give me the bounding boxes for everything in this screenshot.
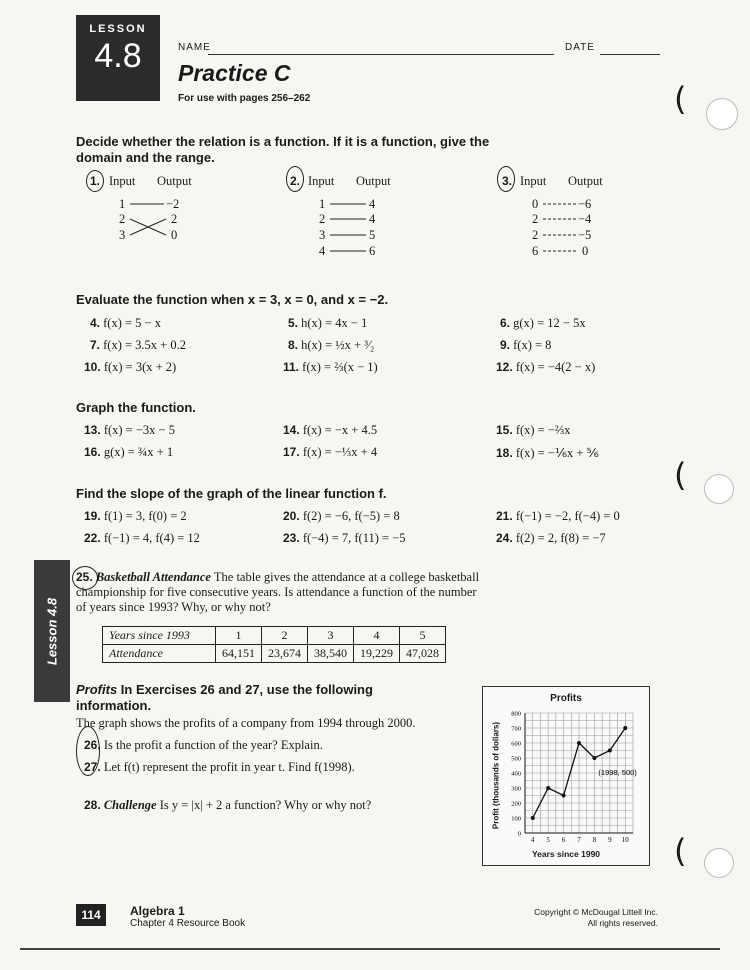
problem-25-title: Basketball Attendance — [95, 570, 211, 584]
function-expression: f(x) = −x + 4.5 — [302, 423, 378, 437]
problem-22 — [84, 531, 200, 546]
problem-23 — [283, 531, 406, 546]
problem-27-text: Let f(t) represent the profit in year t. Find f(1998). — [103, 760, 355, 774]
data-point — [608, 749, 612, 753]
chart-title: Profits — [550, 693, 582, 704]
x-tick-label: 9 — [608, 836, 612, 844]
problem-number: 14. — [283, 423, 300, 437]
book-subtitle: Chapter 4 Resource Book — [130, 918, 246, 929]
page-number: 114 — [76, 904, 106, 926]
profits-chart — [482, 686, 650, 866]
table-cell: 38,540 — [308, 645, 354, 663]
problem-11 — [283, 360, 378, 375]
relation-output: 4 — [369, 197, 376, 211]
data-point — [623, 726, 627, 730]
binder-mark-top: ( — [674, 80, 687, 118]
problem-number: 10. — [84, 360, 101, 374]
function-expression: f(x) = −⅔x — [515, 423, 571, 437]
problem-number: 23. — [283, 531, 300, 545]
y-tick-label: 700 — [511, 725, 521, 733]
input-header: Input — [109, 174, 136, 188]
data-point — [592, 756, 596, 760]
function-expression: h(x) = 4x − 1 — [301, 316, 368, 330]
data-point — [562, 794, 566, 798]
data-point — [546, 786, 550, 790]
function-expression: f(2) = −6, f(−5) = 8 — [302, 509, 400, 523]
problem-number: 11. — [283, 360, 300, 374]
binder-mark-middle: ( — [674, 456, 687, 494]
problem-6 — [500, 316, 586, 331]
problem-7 — [90, 338, 186, 353]
function-expression: f(−4) = 7, f(11) = −5 — [302, 531, 406, 545]
copyright: Copyright © McDougal Littell Inc. — [534, 907, 658, 917]
table-cell: 1 — [216, 627, 262, 645]
x-tick-label: 5 — [546, 836, 550, 844]
section3-instruction: Graph the function. — [76, 400, 196, 415]
problem-25-text — [76, 570, 486, 615]
problem-number: 15. — [496, 423, 513, 437]
date-label: DATE — [565, 42, 595, 53]
table-row-header: Attendance — [103, 645, 216, 663]
relation-input: 2 — [532, 212, 539, 226]
problem-number: 21. — [496, 509, 513, 523]
y-tick-label: 400 — [511, 770, 521, 778]
problem-number: 19. — [84, 509, 101, 523]
relation-input: 4 — [319, 244, 326, 258]
problem-number: 9. — [500, 338, 511, 352]
function-expression: g(x) = 12 − 5x — [513, 316, 586, 330]
relation-input: 2 — [532, 228, 539, 242]
relation-output: 6 — [369, 244, 376, 258]
name-label: NAME — [178, 42, 211, 53]
data-point — [531, 816, 535, 820]
profits-heading-italic: Profits — [76, 682, 118, 697]
problem-number: 25. — [76, 570, 93, 584]
binder-hole-middle — [704, 474, 734, 504]
page-title: Practice C — [178, 60, 291, 86]
problem-4 — [90, 316, 161, 331]
relation-input: 1 — [119, 197, 126, 211]
problem-number: 5. — [288, 316, 299, 330]
problem-number: 27. — [84, 760, 101, 774]
function-expression: f(2) = 2, f(8) = −7 — [515, 531, 606, 545]
problem-number: 2. — [290, 174, 301, 188]
problem-number: 18. — [496, 446, 513, 460]
problem-26 — [84, 738, 323, 753]
output-header: Output — [157, 174, 192, 188]
section4-instruction: Find the slope of the graph of the linear function f. — [76, 486, 387, 501]
page-subtitle: For use with pages 256–262 — [178, 93, 311, 104]
function-expression: g(x) = ¾x + 1 — [103, 445, 174, 459]
problem-number: 16. — [84, 445, 101, 459]
relation-output: 0 — [582, 244, 589, 258]
relation-input: 2 — [119, 212, 126, 226]
problem-number: 24. — [496, 531, 513, 545]
mapping-arrows-2 — [328, 196, 372, 258]
output-header: Output — [568, 174, 603, 188]
x-tick-label: 7 — [577, 836, 581, 844]
function-expression: f(1) = 3, f(0) = 2 — [103, 509, 187, 523]
lesson-side-tab-label: Lesson 4.8 — [44, 597, 60, 666]
binder-mark-bottom: ( — [674, 832, 687, 870]
chart-plot-area — [483, 687, 649, 865]
binder-hole-top — [706, 98, 738, 130]
function-expression: f(x) = 5 − x — [103, 316, 161, 330]
function-expression: h(x) = ½x + ³⁄₂ — [301, 338, 375, 352]
book-title: Algebra 1 — [130, 904, 185, 918]
table-cell: 2 — [262, 627, 308, 645]
table-row-header: Years since 1993 — [103, 627, 216, 645]
function-expression: f(−1) = −2, f(−4) = 0 — [515, 509, 620, 523]
x-tick-label: 6 — [561, 836, 566, 844]
input-header: Input — [308, 174, 335, 188]
problem-number: 4. — [90, 316, 101, 330]
binder-hole-bottom — [704, 848, 734, 878]
table-row — [103, 627, 446, 645]
y-tick-label: 500 — [511, 755, 521, 763]
relation-output: 2 — [171, 212, 178, 226]
chart-x-axis-label: Years since 1990 — [531, 849, 601, 859]
relation-output: −4 — [578, 212, 592, 226]
x-tick-label: 8 — [592, 836, 597, 844]
problem-25-body: The table gives the attendance at a college basketball championship for five consecutive years. Is attendance a function of the number of years since 1993? Why, or why not? — [76, 570, 480, 614]
rights-reserved: All rights reserved. — [587, 918, 658, 928]
y-tick-label: 800 — [511, 710, 521, 718]
mapping-arrows-3 — [541, 196, 581, 258]
challenge-label: Challenge — [103, 798, 157, 812]
table-cell: 5 — [400, 627, 446, 645]
function-expression: f(x) = −3x − 5 — [103, 423, 175, 437]
problem-number: 12. — [496, 360, 513, 374]
relation-input: 1 — [319, 197, 326, 211]
y-tick-label: 100 — [511, 815, 521, 823]
relation-input: 2 — [319, 212, 326, 226]
problem-12 — [496, 360, 595, 375]
chart-y-axis-label: Profit (thousands of dollars) — [491, 721, 501, 830]
attendance-table — [102, 626, 446, 663]
problem-28 — [84, 798, 371, 813]
relation-output: −5 — [578, 228, 592, 242]
function-expression: f(x) = 8 — [513, 338, 552, 352]
relation-input: 0 — [532, 197, 539, 211]
function-expression: f(−1) = 4, f(4) = 12 — [103, 531, 200, 545]
problem-number: 6. — [500, 316, 511, 330]
problem-number: 13. — [84, 423, 101, 437]
data-point — [577, 741, 581, 745]
table-cell: 19,229 — [354, 645, 400, 663]
table-cell: 47,028 — [400, 645, 446, 663]
chart-annotation: (1998, 500) — [598, 768, 637, 777]
problem-number: 3. — [502, 174, 513, 188]
problem-number: 7. — [90, 338, 101, 352]
x-tick-label: 4 — [530, 836, 535, 844]
lesson-badge — [76, 15, 160, 101]
problem-14 — [283, 423, 377, 438]
profits-heading-text: In Exercises 26 and 27, use the following information. — [76, 682, 373, 713]
problem-number: 20. — [283, 509, 300, 523]
problem-27 — [84, 760, 355, 775]
problem-17 — [283, 445, 377, 460]
relation-output: −6 — [578, 197, 592, 211]
y-tick-label: 600 — [511, 740, 521, 748]
problem-5 — [288, 316, 367, 331]
problem-16 — [84, 445, 173, 460]
relation-input: 3 — [119, 228, 126, 242]
mapping-arrows-1 — [128, 196, 168, 242]
problem-20 — [283, 509, 400, 524]
table-cell: 3 — [308, 627, 354, 645]
lesson-number: 4.8 — [94, 37, 142, 75]
problem-21 — [496, 509, 620, 524]
problem-number: 8. — [288, 338, 299, 352]
problem-number: 22. — [84, 531, 101, 545]
problem-18 — [496, 445, 599, 461]
problem-number: 28. — [84, 798, 101, 812]
relation-input: 6 — [532, 244, 539, 258]
function-expression: f(x) = 3.5x + 0.2 — [103, 338, 186, 352]
function-expression: f(x) = 3(x + 2) — [103, 360, 177, 374]
problem-13 — [84, 423, 175, 438]
problem-26-text: Is the profit a function of the year? Explain. — [103, 738, 323, 752]
problem-number: 17. — [283, 445, 300, 459]
profits-intro: The graph shows the profits of a company from 1994 through 2000. — [76, 716, 416, 730]
y-tick-label: 300 — [511, 785, 521, 793]
footer-rule — [20, 948, 720, 950]
y-tick-label: 0 — [517, 830, 521, 838]
problem-10 — [84, 360, 176, 375]
problem-15 — [496, 423, 571, 438]
section2-instruction: Evaluate the function when x = 3, x = 0, and x = −2. — [76, 292, 389, 307]
table-row — [103, 645, 446, 663]
problem-8 — [288, 338, 374, 353]
relation-output: 4 — [369, 212, 376, 226]
table-cell: 23,674 — [262, 645, 308, 663]
name-line[interactable] — [208, 54, 554, 55]
lesson-label: LESSON — [89, 23, 147, 35]
relation-input: 3 — [319, 228, 326, 242]
table-cell: 4 — [354, 627, 400, 645]
output-header: Output — [356, 174, 391, 188]
problem-number: 1. — [90, 174, 101, 188]
function-expression: f(x) = −⅙x + ⅚ — [515, 446, 599, 460]
relation-output: −2 — [166, 197, 180, 211]
relation-output: 5 — [369, 228, 376, 242]
problem-28-text: Is y = |x| + 2 a function? Why or why not? — [159, 798, 372, 812]
date-line[interactable] — [600, 54, 660, 55]
function-expression: f(x) = −4(2 − x) — [515, 360, 596, 374]
problem-9 — [500, 338, 551, 353]
y-tick-label: 200 — [511, 800, 521, 808]
input-header: Input — [520, 174, 547, 188]
problem-number: 26. — [84, 738, 101, 752]
function-expression: f(x) = −⅓x + 4 — [302, 445, 378, 459]
x-tick-label: 10 — [621, 836, 629, 844]
profits-heading — [76, 682, 406, 714]
table-cell: 64,151 — [216, 645, 262, 663]
problem-24 — [496, 531, 606, 546]
function-expression: f(x) = ⅔(x − 1) — [302, 360, 378, 374]
problem-19 — [84, 509, 187, 524]
section1-instruction: Decide whether the relation is a function. If it is a function, give the domain and the range. — [76, 134, 490, 165]
relation-output: 0 — [171, 228, 178, 242]
